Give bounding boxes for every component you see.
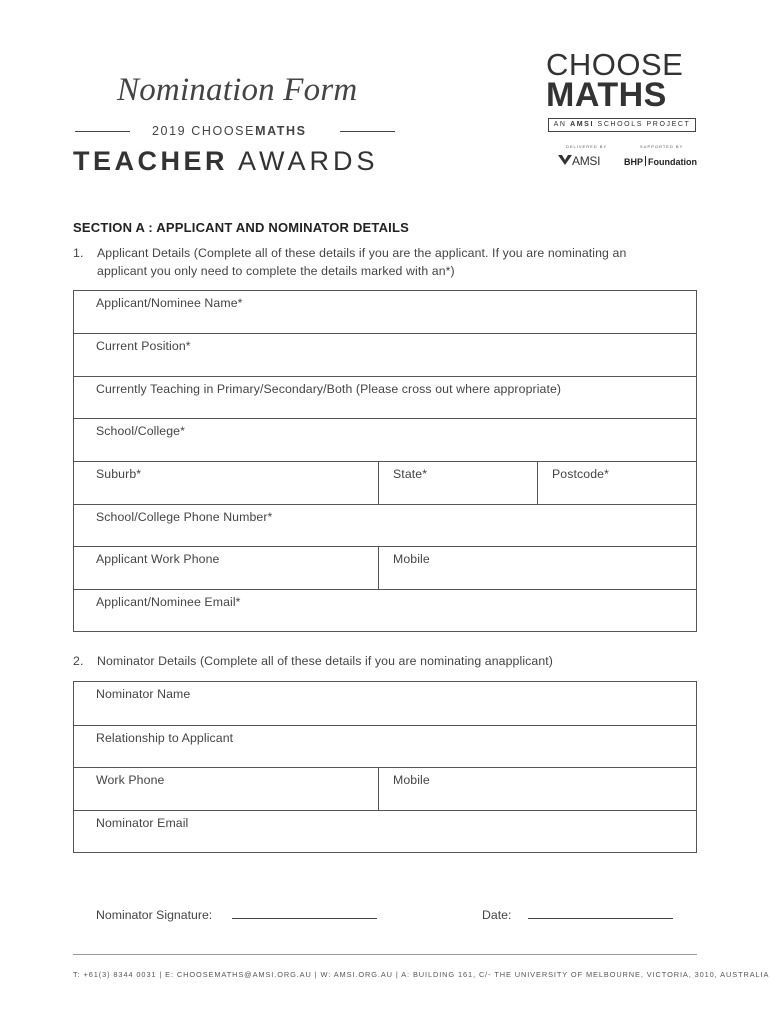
current-position-field[interactable] (74, 333, 696, 376)
nominator-intro-text: Nominator Details (Complete all of these details if you are nominating anapplicant) (97, 654, 554, 668)
school-phone-label: School/College Phone Number* (96, 510, 273, 524)
amsi-mark-icon (558, 154, 572, 166)
bhp-divider (645, 156, 646, 166)
foundation-text: Foundation (648, 157, 698, 167)
amsi-text: AMSI (572, 154, 601, 168)
nominator-details-table (73, 681, 697, 853)
suburb-label: Suburb* (96, 467, 142, 481)
footer-contact: T: +61(3) 8344 0031 | E: CHOOSEMATHS@AMSI.ORG.AU | W: AMSI.ORG.AU | A: BUILDING 161, C/- THE UNIVERSITY OF MELBOURNE, VICTORIA, 3010, AUSTRALIA (73, 970, 770, 979)
nominator-work-phone-label: Work Phone (96, 773, 165, 787)
tagline-post: SCHOOLS PROJECT (594, 121, 691, 128)
nominator-mobile-field[interactable] (378, 768, 696, 810)
date-line[interactable] (528, 918, 673, 919)
amsi-logo (558, 154, 600, 168)
nominator-intro (73, 652, 673, 670)
logo-tagline (548, 118, 696, 132)
logo-line1: CHOOSE (546, 47, 684, 82)
subtitle-rule-right (340, 131, 395, 132)
applicant-work-phone-field[interactable] (74, 547, 378, 589)
phone-row (74, 546, 696, 589)
applicant-item-number: 1. (73, 246, 84, 260)
logo-line2: MATHS (546, 76, 667, 114)
bhp-foundation-logo (624, 156, 697, 167)
applicant-email-label: Applicant/Nominee Email* (96, 595, 241, 609)
state-label: State* (393, 467, 428, 481)
form-title: Nomination Form (117, 72, 358, 108)
nominator-mobile-label: Mobile (393, 773, 430, 787)
applicant-work-phone-label: Applicant Work Phone (96, 552, 220, 566)
postcode-label: Postcode* (552, 467, 609, 481)
signature-label: Nominator Signature: (96, 908, 213, 922)
supported-by-label: SUPPORTED BY (640, 144, 684, 149)
currently-teaching-label: Currently Teaching in Primary/Secondary/Both (Please cross out where appropriate) (96, 382, 562, 396)
signature-line[interactable] (232, 918, 377, 919)
nominator-name-label: Nominator Name (96, 687, 191, 701)
applicant-mobile-field[interactable] (378, 547, 696, 589)
choosemaths-logo (546, 47, 698, 114)
applicant-name-field[interactable] (74, 291, 696, 333)
relationship-label: Relationship to Applicant (96, 731, 234, 745)
suburb-field[interactable] (74, 462, 378, 504)
nominator-phone-row (74, 767, 696, 810)
awards-regular: AWARDS (228, 146, 379, 176)
applicant-mobile-label: Mobile (393, 552, 430, 566)
state-field[interactable] (378, 462, 537, 504)
currently-teaching-field[interactable] (74, 376, 696, 418)
subtitle-rule-left (75, 131, 130, 132)
relationship-field[interactable] (74, 725, 696, 767)
applicant-details-table (73, 290, 697, 632)
nominator-item-number: 2. (73, 654, 84, 668)
delivered-by-label: DELIVERED BY (566, 144, 608, 149)
postcode-field[interactable] (537, 462, 696, 504)
tagline-pre: AN (553, 121, 571, 128)
tagline-bold: AMSI (570, 121, 594, 128)
nominator-work-phone-field[interactable] (74, 768, 378, 810)
nominator-email-field[interactable] (74, 810, 696, 852)
subtitle-bold: MATHS (255, 124, 307, 138)
nominator-name-field[interactable] (74, 682, 696, 725)
school-college-label: School/College* (96, 424, 186, 438)
date-label: Date: (482, 908, 512, 922)
school-college-field[interactable] (74, 418, 696, 461)
awards-bold: TEACHER (73, 146, 229, 176)
school-phone-field[interactable] (74, 504, 696, 546)
subtitle-regular: 2019 CHOOSE (152, 124, 256, 138)
footer-divider (73, 954, 697, 955)
address-row (74, 461, 696, 504)
applicant-name-label: Applicant/Nominee Name* (96, 296, 243, 310)
applicant-email-field[interactable] (74, 589, 696, 631)
applicant-intro (73, 244, 673, 280)
applicant-intro-text: Applicant Details (Complete all of these details if you are the applicant. If you are nominating an applicant you only need to complete the details marked with an*) (97, 246, 627, 278)
section-a-title: SECTION A : APPLICANT AND NOMINATOR DETAILS (73, 220, 409, 235)
award-year-subtitle (152, 124, 307, 138)
bhp-text: BHP (624, 157, 644, 167)
current-position-label: Current Position* (96, 339, 191, 353)
awards-heading (73, 146, 379, 177)
nominator-email-label: Nominator Email (96, 816, 189, 830)
